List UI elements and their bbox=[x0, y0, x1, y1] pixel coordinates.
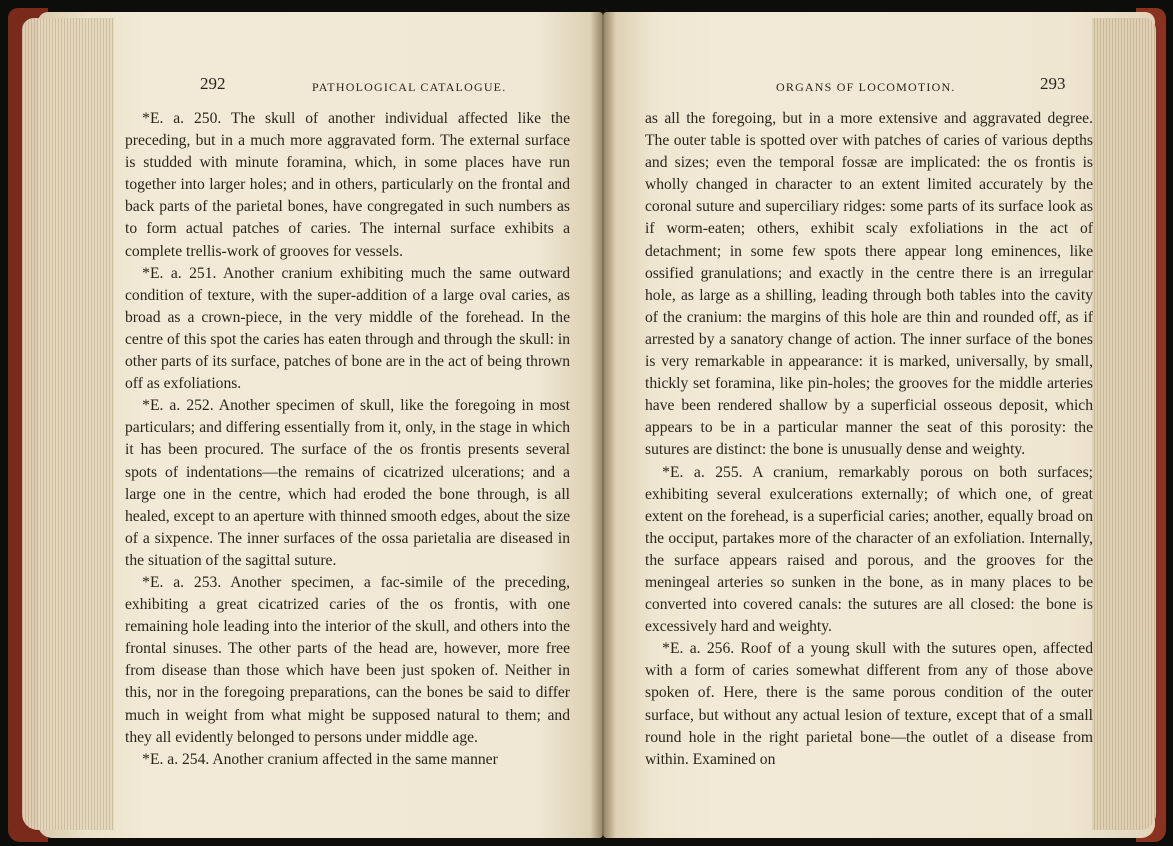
left-page-number: 292 bbox=[200, 74, 226, 93]
page-edges-left bbox=[22, 18, 114, 830]
left-page-text bbox=[125, 108, 570, 771]
paragraph: *E. a. 254. Another cranium affected in the same manner bbox=[142, 750, 498, 768]
paragraph: *E. a. 252. Another specimen of skull, like the foregoing in most particulars; and differing essentially from it, only, in the stage in which it has been procured. The surface of the os frontis presents several spots of indentations—the remains of cicatrized ulcerations; and a large one in the centre, which had eroded the bone through, is all healed, except to an aperture with thinned smooth edges, about the size of a sixpence. The inner surfaces of the ossa parietalia are diseased in the situation of the sagittal suture. bbox=[125, 397, 570, 569]
page-edges-right bbox=[1092, 18, 1156, 830]
paragraph: *E. a. 251. Another cranium exhibiting much the same outward condition of texture, with the super-addition of a large oval caries, as broad as a crown-piece, in the very middle of the forehead. In the centre of this spot the caries has eaten through and through the skull: in other parts of its surface, patches of bone are in the act of being thrown off as exfoliations. bbox=[125, 264, 570, 393]
left-running-head: PATHOLOGICAL CATALOGUE. bbox=[312, 80, 507, 94]
paragraph: *E. a. 255. A cranium, remarkably porous on both surfaces; exhibiting several exulcerations externally; of which one, of great extent on the forehead, is a superficial caries; another, equally broad on the occiput, partakes more of the character of an exfoliation. Internally, the surface appears raised and porous, and the grooves for the meningeal arteries so sunken in the bone, as in many places to be converted into covered canals: the sutures are all closed: the bone is excessively hard and weighty. bbox=[645, 463, 1093, 636]
right-page-text bbox=[645, 108, 1093, 771]
right-running-head: ORGANS OF LOCOMOTION. bbox=[776, 80, 956, 94]
paragraph: *E. a. 250. The skull of another individual affected like the preceding, but in a much more aggravated form. The external surface is studded with minute foramina, which, in some places have run together into larger holes; and in others, particularly on the frontal and back parts of the parietal bones, have congregated in such numbers as to form actual patches of caries. The internal surface exhibits a complete trellis-work of grooves for vessels. bbox=[125, 110, 570, 260]
book-gutter bbox=[590, 12, 616, 838]
paragraph: *E. a. 256. Roof of a young skull with the sutures open, affected with a form of caries somewhat different from any of those above spoken of. Here, there is the same porous condition of the outer surface, but without any actual lesion of texture, except that of a small round hole in the right parietal bone—the outlet of a disease from within. Examined on bbox=[645, 640, 1093, 768]
right-page-number: 293 bbox=[1040, 74, 1066, 93]
paragraph: *E. a. 253. Another specimen, a fac-simile of the preceding, exhibiting a great cicatrized caries of the os frontis, with one remaining hole leading into the interior of the skull, and others into the frontal sinuses. The other parts of the head are, however, more free from disease than those which have been just spoken of. Neither in this, nor in the foregoing preparations, can the bones be said to differ much in weight from what might be supposed natural to them; and they all evidently belonged to persons under middle age. bbox=[125, 573, 570, 746]
paragraph: as all the foregoing, but in a more extensive and aggravated degree. The outer table is spotted over with patches of caries of various depths and sizes; even the temporal fossæ are implicated: the os frontis is wholly changed in character to an extent limited accurately by the coronal suture and superciliary ridges: some parts of its surface look as if worm-eaten; others, exhibit scaly exfoliations in the act of detachment; in some few spots there appear long eminences, like ossified granulations; and exactly in the centre there is an irregular hole, as large as a shilling, leading through both tables into the cavity of the cranium: the margins of this hole are thin and rounded off, as if arrested by a sanatory change of action. The inner surface of the bones is very remarkable in appearance: it is marked, universally, by small, thickly set foramina, like pin-holes; the grooves for the middle arteries have been rendered shallow by a superficial osseous deposit, which appears to be in a particular manner the seat of this porosity: the sutures are distinct: the bone is unusually dense and weighty. bbox=[645, 110, 1093, 459]
